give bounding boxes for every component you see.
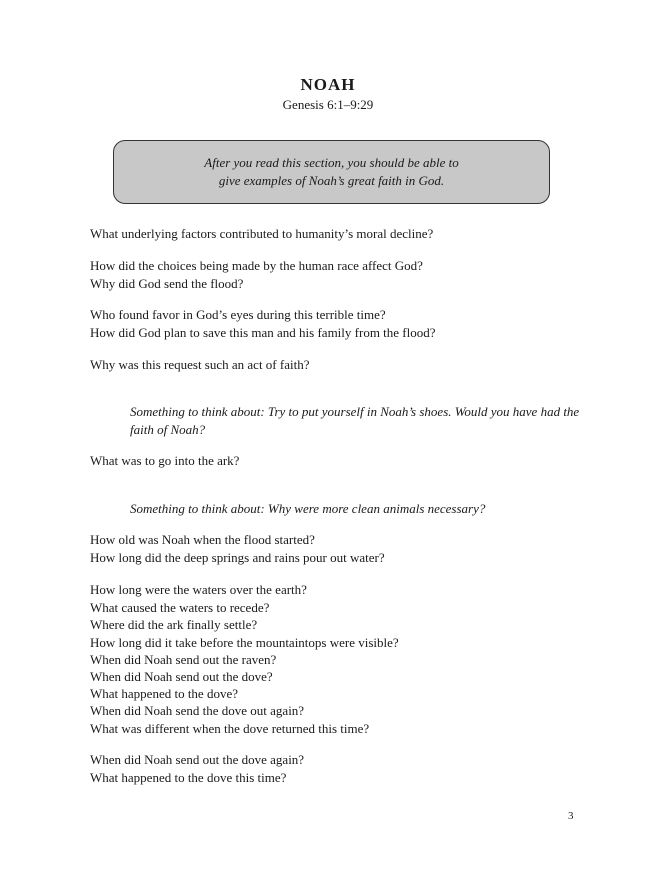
question: How long did it take before the mountaintops were visible? [90, 635, 399, 650]
question: When did Noah send out the dove again? [90, 752, 305, 767]
question: Who found favor in God’s eyes during this terrible time? [90, 307, 386, 322]
question: What happened to the dove this time? [90, 770, 287, 785]
callout-line: give examples of Noah’s great faith in God. [218, 173, 445, 188]
think-about-note: Something to think about: Why were more clean animals necessary? [130, 501, 486, 516]
question: How long did the deep springs and rains pour out water? [90, 550, 385, 565]
question: What was to go into the ark? [90, 453, 240, 468]
page-title: NOAH [300, 75, 356, 94]
think-about-note: Something to think about: Try to put yourself in Noah’s shoes. Would you have had the faith of Noah? [130, 404, 580, 437]
question: When did Noah send the dove out again? [90, 703, 305, 718]
question: When did Noah send out the raven? [90, 652, 277, 667]
objective-callout [113, 140, 550, 204]
callout-line: After you read this section, you should be able to [204, 155, 459, 170]
question: How did the choices being made by the human race affect God? [90, 258, 423, 273]
question: How long were the waters over the earth? [90, 582, 307, 597]
question: When did Noah send out the dove? [90, 669, 273, 684]
question: How did God plan to save this man and his family from the flood? [90, 325, 436, 340]
question: What caused the waters to recede? [90, 600, 270, 615]
question: What underlying factors contributed to humanity’s moral decline? [90, 226, 434, 241]
question: Why was this request such an act of faith? [90, 357, 310, 372]
page-number: 3 [568, 810, 574, 822]
question: How old was Noah when the flood started? [90, 532, 315, 547]
question: What happened to the dove? [90, 686, 238, 701]
question: Where did the ark finally settle? [90, 617, 258, 632]
question: Why did God send the flood? [90, 276, 244, 291]
scripture-reference: Genesis 6:1–9:29 [282, 97, 374, 112]
question: What was different when the dove returned this time? [90, 721, 370, 736]
